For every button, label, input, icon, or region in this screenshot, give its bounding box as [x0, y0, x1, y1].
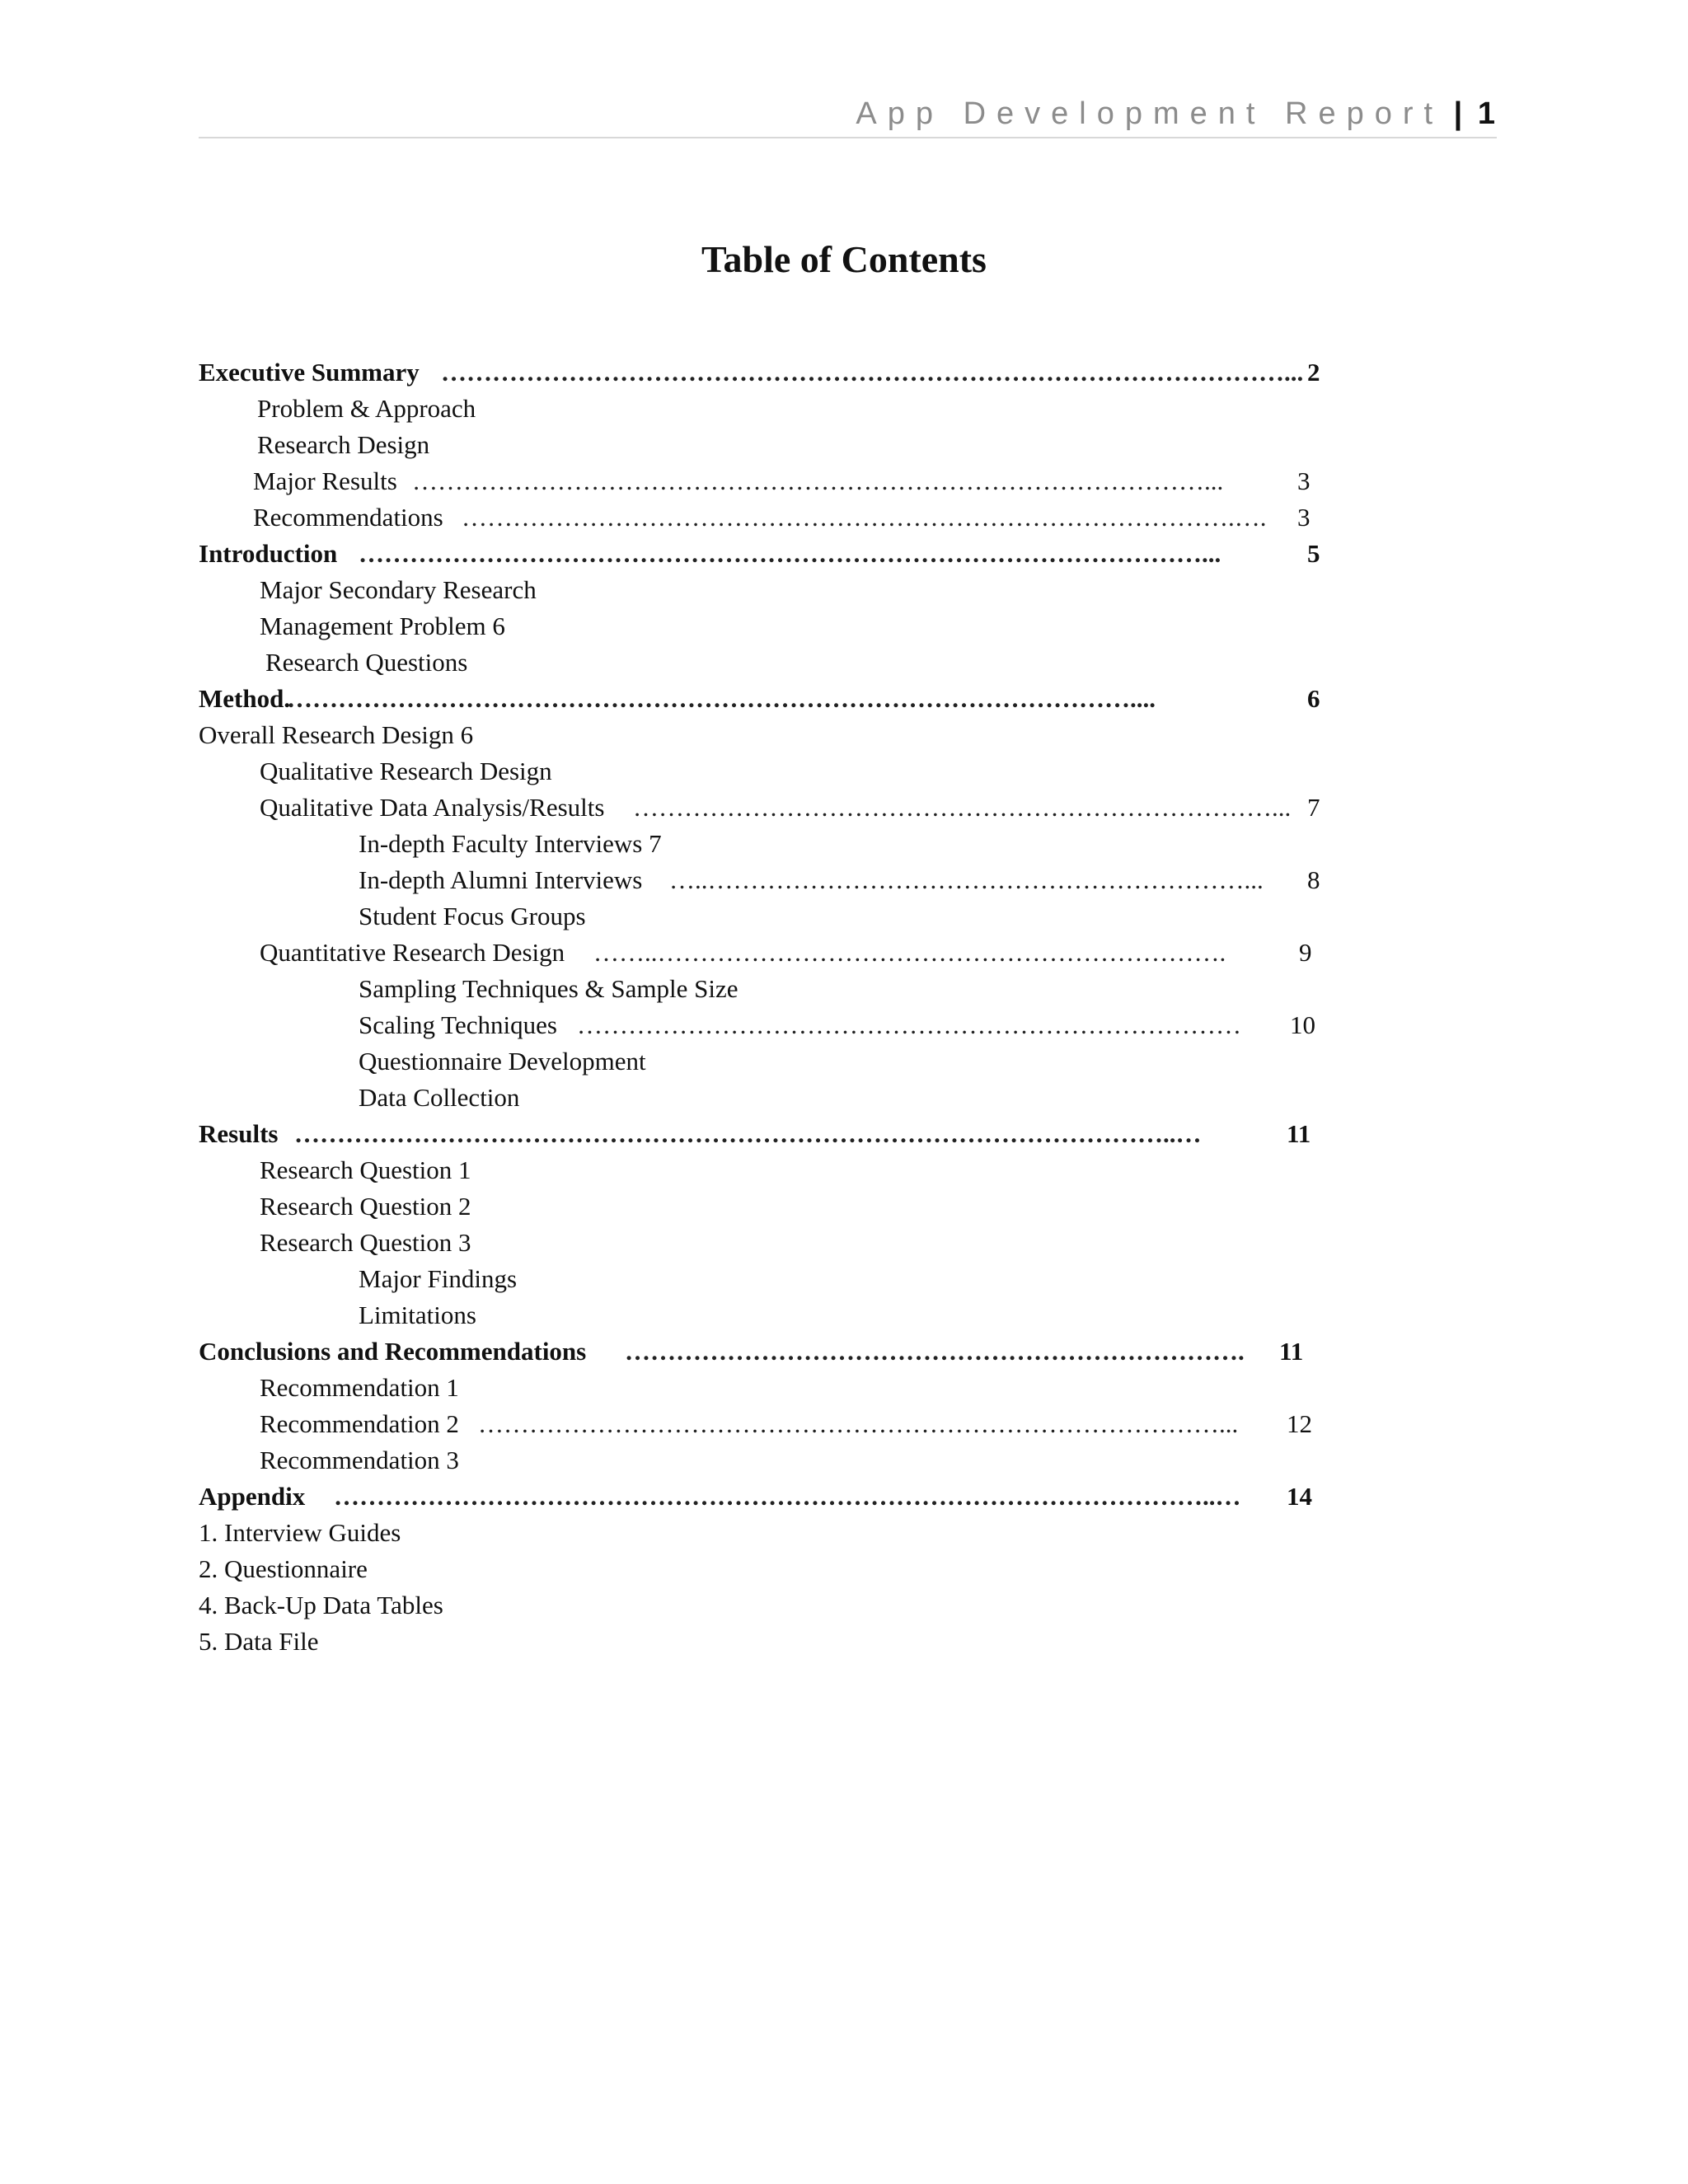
toc-entry-label: Data Collection	[359, 1083, 520, 1112]
header-divider	[199, 137, 1497, 138]
toc-entry-page-number: 3	[1297, 503, 1311, 532]
toc-entry-page-number: 2	[1307, 358, 1320, 387]
toc-heading: Table of Contents	[701, 238, 987, 280]
toc-entry-leader-dots: ……………………………………………………………………	[577, 1010, 1241, 1039]
toc-entry-label: Limitations	[359, 1301, 476, 1329]
toc-entry-label: Research Question 2	[260, 1192, 471, 1221]
toc-entry-label: Research Design	[257, 430, 430, 459]
toc-entry-label: Problem & Approach	[257, 394, 476, 423]
toc-entry-label: Management Problem 6	[260, 612, 505, 640]
toc-entry-page-number: 12	[1287, 1409, 1312, 1438]
toc-entry-leader-dots: ……..………………………………………………………….	[593, 938, 1226, 967]
toc-entry-page-number: 11	[1279, 1337, 1304, 1366]
toc-entry-label: Research Questions	[265, 648, 468, 677]
report-title: App Development Report	[856, 96, 1444, 131]
toc-entry-label: Questionnaire Development	[359, 1047, 646, 1076]
toc-entry-page-number: 8	[1307, 865, 1320, 894]
toc-entry-label: 1. Interview Guides	[199, 1518, 401, 1547]
toc-entry-label: Sampling Techniques & Sample Size	[359, 974, 738, 1003]
toc-entry-page-number: 5	[1307, 539, 1320, 568]
toc-entry-label: 2. Questionnaire	[199, 1554, 368, 1583]
toc-entry-page-number: 9	[1299, 938, 1312, 967]
page-number: 1	[1477, 96, 1497, 131]
toc-entry-leader-dots: …………………………………………………………………………………………..…	[294, 1119, 1202, 1148]
toc-entry-leader-dots: ……………………………………………………………….	[625, 1337, 1245, 1366]
toc-entry-label: Qualitative Data Analysis/Results	[260, 793, 605, 822]
toc-entry-label: Recommendation 3	[260, 1446, 459, 1474]
toc-entry-label: Major Results	[253, 466, 397, 495]
toc-entry-label: Appendix	[199, 1482, 306, 1511]
toc-entry-page-number: 10	[1290, 1010, 1315, 1039]
toc-entry-leader-dots: ………………………………………………………………………………………...	[441, 358, 1304, 387]
toc-entry-label: Conclusions and Recommendations	[199, 1337, 587, 1366]
toc-entry-label: Executive Summary	[199, 358, 420, 387]
toc-entry-label: Quantitative Research Design	[260, 938, 565, 967]
toc-entry-leader-dots: ………………………………………………………………………………………...	[359, 539, 1221, 568]
toc-entry-leader-dots: ……………………………………………………………………………….….	[462, 503, 1267, 532]
toc-entry-page-number: 14	[1287, 1482, 1312, 1511]
toc-entry-label: Results	[199, 1119, 279, 1148]
toc-entry-label: Scaling Techniques	[359, 1010, 557, 1039]
toc-entry-label: 4. Back-Up Data Tables	[199, 1591, 443, 1619]
toc-entry-label: Major Secondary Research	[260, 575, 537, 604]
toc-entry-label: Student Focus Groups	[359, 902, 586, 930]
toc-entry-leader-dots: …………………………………………………………………………………………..…	[334, 1482, 1241, 1511]
header-separator: |	[1453, 96, 1463, 131]
toc-entry-page-number: 11	[1287, 1119, 1311, 1148]
toc-entry-leader-dots: …………………………………………………………………………………...	[412, 466, 1224, 495]
toc-entry-label: Recommendations	[253, 503, 443, 532]
toc-entry-label: Major Findings	[359, 1264, 518, 1293]
toc-entry-leader-dots: ……………………………………………………………………………...	[478, 1409, 1239, 1438]
toc-entry-page-number: 3	[1297, 466, 1311, 495]
running-header	[199, 89, 1497, 138]
toc-entry-label: 5. Data File	[199, 1627, 319, 1656]
toc-entry-label: Recommendation 1	[260, 1373, 459, 1402]
toc-entry-leader-dots: …..………………………………………………………...	[669, 865, 1264, 894]
toc-entry-label: Overall Research Design 6	[199, 720, 474, 749]
toc-entry-label: In-depth Alumni Interviews	[359, 865, 643, 894]
toc-entry-leader-dots: ………………………………………………………………………………………....	[287, 684, 1156, 713]
toc-entry-label: Method.	[199, 684, 291, 713]
toc-entry-label: Introduction	[199, 539, 338, 568]
toc-entry-label: Recommendation 2	[260, 1409, 459, 1438]
toc-entry-label: In-depth Faculty Interviews 7	[359, 829, 662, 858]
toc-entry-leader-dots: …………………………………………………………………...	[633, 793, 1292, 822]
toc-entry-page-number: 7	[1307, 793, 1320, 822]
toc-entry-label: Research Question 3	[260, 1228, 471, 1257]
toc-entry-label: Qualitative Research Design	[260, 757, 552, 785]
toc-entry-label: Research Question 1	[260, 1155, 471, 1184]
toc-entry-page-number: 6	[1307, 684, 1320, 713]
